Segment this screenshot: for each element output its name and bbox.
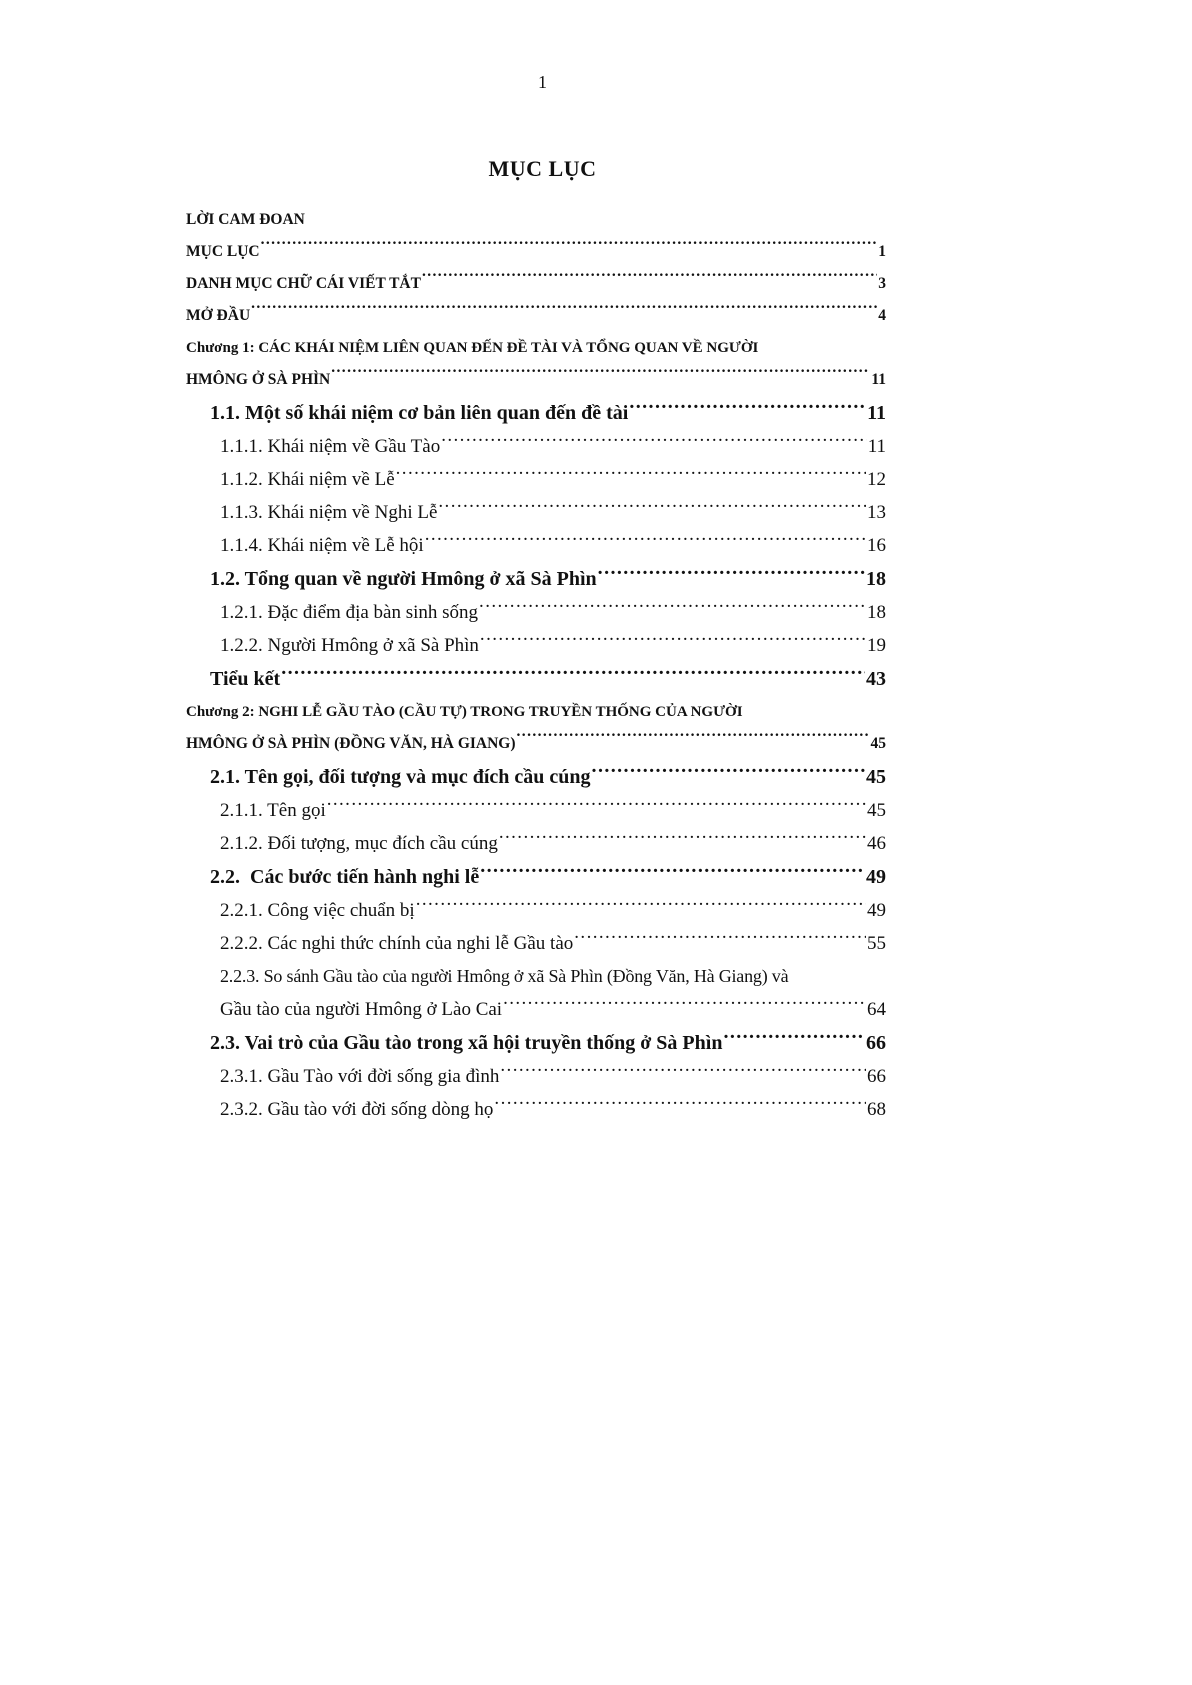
toc-entry[interactable] (198, 496, 886, 529)
toc-entry-page: 11 (871, 371, 886, 388)
toc-entry-label: 2.1.1. Tên gọi (220, 800, 326, 821)
toc-leader-dots (480, 632, 866, 651)
toc-entry-label: 1.1.3. Khái niệm về Nghi Lễ (220, 502, 438, 523)
page-title: MỤC LỤC (488, 156, 597, 181)
toc-entry-label: LỜI CAM ĐOAN (186, 211, 305, 228)
toc-entry-page: 11 (867, 402, 886, 424)
toc-leader-dots (503, 996, 866, 1015)
toc-entry[interactable] (186, 300, 886, 332)
toc-entry-page: 66 (867, 1066, 886, 1087)
toc-entry-label: 1.2.2. Người Hmông ở xã Sà Phìn (220, 635, 479, 656)
toc-entry-line1: Chương 2: NGHI LỄ GẦU TÀO (CẦU TỰ) TRONG TRUYỀN THỐNG CỦA NGƯỜI (186, 704, 743, 720)
toc-leader-dots (331, 369, 870, 385)
toc-entry-label: MỤC LỤC (186, 243, 260, 260)
toc-entry-label: 1.2. Tổng quan về người Hmông ở xã Sà Phìn (210, 568, 597, 590)
toc-entry-label: HMÔNG Ở SÀ PHÌN (ĐỒNG VĂN, HÀ GIANG) (186, 735, 516, 752)
page-number: 1 (538, 72, 547, 92)
toc-entry[interactable] (198, 562, 886, 596)
toc-entry-page: 18 (867, 602, 886, 623)
toc-leader-dots (629, 399, 866, 419)
toc-entry-page: 55 (867, 933, 886, 954)
toc-leader-dots (438, 499, 866, 518)
toc-entry[interactable] (198, 1026, 886, 1060)
toc-entry-page: 4 (878, 307, 886, 324)
toc-entry-label: 1.2.1. Đặc điểm địa bàn sinh sống (220, 602, 479, 623)
toc-entry[interactable] (186, 236, 886, 268)
toc-leader-dots (441, 433, 866, 452)
toc-entry-page: 45 (866, 766, 886, 788)
toc-entry[interactable] (198, 760, 886, 794)
toc-entry[interactable] (198, 396, 886, 430)
toc-leader-dots (422, 273, 877, 289)
toc-entry[interactable] (198, 927, 886, 960)
toc-entry[interactable] (198, 827, 886, 860)
toc-leader-dots (598, 565, 865, 585)
toc-entry[interactable] (198, 529, 886, 562)
toc-entry-label: Gầu tào của người Hmông ở Lào Cai (220, 999, 503, 1020)
toc-entry-chapter-1[interactable] (186, 332, 886, 396)
toc-entry-label: 1.1.4. Khái niệm về Lễ hội (220, 535, 424, 556)
toc-entry-page: 12 (867, 469, 886, 490)
toc-entry-label: 2.3.1. Gầu Tào với đời sống gia đình (220, 1066, 500, 1087)
toc-entry[interactable] (198, 463, 886, 496)
toc-leader-dots (592, 763, 865, 783)
toc-entry[interactable] (186, 268, 886, 300)
toc-entry-label: DANH MỤC CHỮ CÁI VIẾT TẮT (186, 275, 421, 292)
toc-leader-dots (480, 863, 865, 883)
toc-leader-dots (425, 532, 866, 551)
toc-entry-page: 43 (866, 668, 886, 690)
toc-leader-dots (479, 599, 866, 618)
toc-leader-dots (261, 241, 878, 257)
toc-entry-label: 1.1.2. Khái niệm về Lễ (220, 469, 395, 490)
toc-leader-dots (494, 1096, 866, 1115)
toc-entry-page: 13 (867, 502, 886, 523)
toc-leader-dots (327, 797, 866, 816)
toc-entry[interactable] (198, 794, 886, 827)
toc-leader-dots (500, 1063, 866, 1082)
toc-entry[interactable] (198, 1093, 886, 1126)
toc-entry-page: 11 (867, 436, 886, 457)
toc-entry-page: 3 (878, 275, 886, 292)
toc-entry-label: 2.2.1. Công việc chuẩn bị (220, 900, 415, 921)
toc-entry[interactable] (198, 662, 886, 696)
toc-entry-page: 45 (870, 735, 886, 752)
toc-entry-chapter-2[interactable] (186, 696, 886, 760)
toc-entry-label: 1.1.1. Khái niệm về Gầu Tào (220, 436, 441, 457)
toc-entry-page: 1 (878, 243, 886, 260)
toc-entry[interactable] (198, 894, 886, 927)
toc-entry-line1: Chương 1: CÁC KHÁI NIỆM LIÊN QUAN ĐẾN ĐỀ TÀI VÀ TỔNG QUAN VỀ NGƯỜI (186, 340, 759, 356)
toc-entry[interactable] (198, 1060, 886, 1093)
toc-entry-page: 68 (867, 1099, 886, 1120)
toc-entry-label: 1.1. Một số khái niệm cơ bản liên quan đến đề tài (210, 402, 629, 424)
toc-entry-line1: 2.2.3. So sánh Gầu tào của người Hmông ở xã Sà Phìn (Đồng Văn, Hà Giang) và (220, 966, 789, 986)
toc-entry[interactable] (198, 430, 886, 463)
toc-entry-label: Tiểu kết (210, 668, 281, 690)
toc-leader-dots (574, 930, 866, 949)
toc-entry-label: 2.3.2. Gầu tào với đời sống dòng họ (220, 1099, 494, 1120)
toc-leader-dots (396, 466, 866, 485)
toc-entry[interactable] (198, 860, 886, 894)
toc-leader-dots (499, 830, 866, 849)
toc-leader-dots (281, 665, 865, 685)
toc-entry-page: 45 (867, 800, 886, 821)
toc-entry-page: 64 (867, 999, 886, 1020)
toc-entry-page: 49 (866, 866, 886, 888)
toc-entry-page: 16 (867, 535, 886, 556)
toc-entry-label: HMÔNG Ở SÀ PHÌN (186, 371, 331, 388)
toc-leader-dots (416, 897, 866, 916)
toc-leader-dots (517, 733, 870, 749)
toc-entry-label: 2.2.2. Các nghi thức chính của nghi lễ Gầu tào (220, 933, 574, 954)
toc-entry-label: 2.1.2. Đối tượng, mục đích cầu cúng (220, 833, 498, 854)
table-of-contents (186, 204, 886, 1126)
toc-entry[interactable] (198, 596, 886, 629)
toc-entry-page: 19 (867, 635, 886, 656)
toc-entry-label: 2.2. Các bước tiến hành nghi lễ (210, 866, 480, 888)
toc-entry-2-2-3[interactable] (198, 960, 886, 1026)
toc-entry-page: 49 (867, 900, 886, 921)
toc-entry-page: 46 (867, 833, 886, 854)
toc-leader-dots (251, 305, 877, 321)
toc-leader-dots (723, 1029, 865, 1049)
toc-entry-label: MỞ ĐẦU (186, 307, 251, 324)
toc-entry-label: 2.1. Tên gọi, đối tượng và mục đích cầu cúng (210, 766, 591, 788)
toc-entry-page: 18 (866, 568, 886, 590)
toc-entry[interactable] (198, 629, 886, 662)
toc-entry[interactable] (186, 204, 886, 236)
toc-entry-label: 2.3. Vai trò của Gầu tào trong xã hội truyền thống ở Sà Phìn (210, 1032, 723, 1054)
toc-entry-page: 66 (866, 1032, 886, 1054)
